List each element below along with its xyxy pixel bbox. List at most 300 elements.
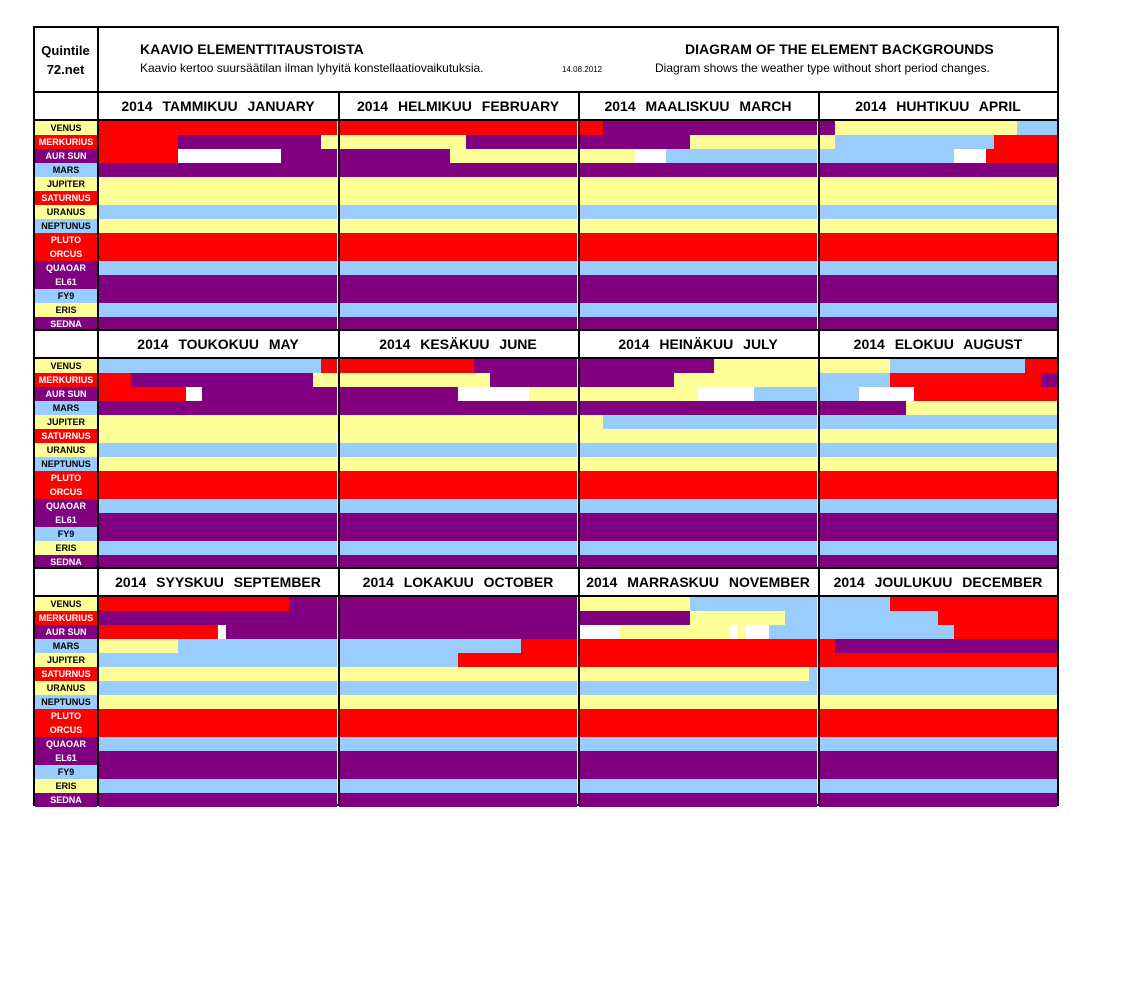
month-name-fi: HELMIKUU xyxy=(398,98,482,114)
month-name-en: FEBRUARY xyxy=(481,98,560,114)
month-name-fi: LOKAKUU xyxy=(403,574,484,590)
segment-merkurius xyxy=(994,135,1057,149)
segment-jupiter xyxy=(339,653,458,667)
segment-saturnus xyxy=(819,429,1057,443)
segment-mars xyxy=(339,401,577,415)
segment-venus xyxy=(819,597,890,611)
month-name-en: JUNE xyxy=(499,336,537,352)
block-divider xyxy=(33,329,1059,331)
segment-el61 xyxy=(819,751,1057,765)
segment-mars xyxy=(819,639,835,653)
month-title-divider xyxy=(33,595,1059,597)
segment-neptunus xyxy=(99,219,337,233)
segment-saturnus xyxy=(99,191,337,205)
segment-merkurius xyxy=(339,373,490,387)
segment-eris xyxy=(99,779,337,793)
segment-mars xyxy=(579,163,817,177)
segment-neptunus xyxy=(339,457,577,471)
segment-pluto xyxy=(819,709,1057,723)
segment-aur-sun xyxy=(738,625,746,639)
segment-saturnus xyxy=(99,667,337,681)
segment-venus xyxy=(1025,359,1057,373)
planet-label: ERIS xyxy=(35,779,97,793)
segment-orcus xyxy=(819,723,1057,737)
month-title xyxy=(339,331,577,358)
segment-aur-sun xyxy=(202,387,337,401)
segment-aur-sun xyxy=(954,149,986,163)
month-year: 2014 xyxy=(855,98,897,114)
segment-aur-sun xyxy=(579,387,698,401)
segment-merkurius xyxy=(938,611,1057,625)
segment-uranus xyxy=(339,443,577,457)
segment-jupiter xyxy=(458,653,577,667)
planet-label: QUAOAR xyxy=(35,261,97,275)
segment-orcus xyxy=(339,485,577,499)
logo-line-2: 72.net xyxy=(46,62,85,77)
month-name-fi: MAALISKUU xyxy=(645,98,740,114)
segment-jupiter xyxy=(339,177,577,191)
planet-label: MERKURIUS xyxy=(35,373,97,387)
segment-venus xyxy=(835,121,1017,135)
planet-label: MERKURIUS xyxy=(35,135,97,149)
segment-merkurius xyxy=(579,135,690,149)
segment-venus xyxy=(474,359,577,373)
segment-orcus xyxy=(579,723,817,737)
segment-merkurius xyxy=(819,373,890,387)
segment-orcus xyxy=(99,723,337,737)
segment-pluto xyxy=(819,233,1057,247)
segment-aur-sun xyxy=(99,149,178,163)
segment-neptunus xyxy=(819,695,1057,709)
segment-uranus xyxy=(99,681,337,695)
segment-orcus xyxy=(579,485,817,499)
planet-label: QUAOAR xyxy=(35,737,97,751)
segment-venus xyxy=(579,597,690,611)
segment-orcus xyxy=(99,247,337,261)
segment-pluto xyxy=(339,233,577,247)
segment-merkurius xyxy=(99,611,337,625)
site-logo xyxy=(33,26,98,92)
segment-saturnus xyxy=(339,191,577,205)
month-name-en: MARCH xyxy=(739,98,792,114)
segment-jupiter xyxy=(603,415,817,429)
planet-label: ORCUS xyxy=(35,247,97,261)
month-title xyxy=(99,93,337,120)
segment-merkurius xyxy=(674,373,817,387)
segment-merkurius xyxy=(490,373,577,387)
month-title-divider xyxy=(33,119,1059,121)
segment-aur-sun xyxy=(746,625,769,639)
segment-pluto xyxy=(339,471,577,485)
segment-quaoar xyxy=(339,261,577,275)
planet-label: ERIS xyxy=(35,541,97,555)
segment-venus xyxy=(603,121,817,135)
segment-aur-sun xyxy=(339,387,458,401)
segment-venus xyxy=(819,359,890,373)
segment-saturnus xyxy=(579,667,809,681)
segment-pluto xyxy=(819,471,1057,485)
month-name-en: OCTOBER xyxy=(483,574,554,590)
segment-quaoar xyxy=(339,737,577,751)
planet-label: EL61 xyxy=(35,751,97,765)
segment-aur-sun xyxy=(339,625,577,639)
month-name-en: APRIL xyxy=(978,98,1021,114)
segment-aur-sun xyxy=(281,149,337,163)
segment-pluto xyxy=(99,709,337,723)
segment-el61 xyxy=(99,751,337,765)
segment-aur-sun xyxy=(450,149,577,163)
month-year: 2014 xyxy=(379,336,421,352)
segment-venus xyxy=(714,359,817,373)
segment-aur-sun xyxy=(579,625,619,639)
month-title-divider xyxy=(33,357,1059,359)
segment-jupiter xyxy=(819,415,1057,429)
month-title xyxy=(579,93,817,120)
segment-aur-sun xyxy=(666,149,817,163)
segment-sedna xyxy=(99,793,337,807)
segment-mars xyxy=(99,163,337,177)
segment-merkurius xyxy=(466,135,577,149)
month-year: 2014 xyxy=(137,336,179,352)
block-divider xyxy=(33,567,1059,569)
segment-saturnus xyxy=(579,429,817,443)
segment-aur-sun xyxy=(914,387,1057,401)
segment-aur-sun xyxy=(178,149,281,163)
segment-el61 xyxy=(579,275,817,289)
segment-fy9 xyxy=(579,765,817,779)
segment-eris xyxy=(579,779,817,793)
segment-aur-sun xyxy=(99,625,218,639)
segment-merkurius xyxy=(339,135,466,149)
segment-mars xyxy=(521,639,577,653)
segment-fy9 xyxy=(99,289,337,303)
segment-aur-sun xyxy=(769,625,817,639)
segment-uranus xyxy=(339,205,577,219)
segment-jupiter xyxy=(579,653,817,667)
month-title xyxy=(99,331,337,358)
segment-aur-sun xyxy=(218,625,226,639)
segment-neptunus xyxy=(819,457,1057,471)
segment-fy9 xyxy=(819,527,1057,541)
planet-label: SEDNA xyxy=(35,317,97,331)
planet-label: JUPITER xyxy=(35,177,97,191)
segment-mars xyxy=(819,163,1057,177)
finnish-description: Kaavio kertoo suursäätilan ilman lyhyitä konstellaatiovaikutuksia. xyxy=(140,61,484,75)
segment-jupiter xyxy=(579,415,603,429)
segment-merkurius xyxy=(321,135,337,149)
segment-venus xyxy=(890,597,1057,611)
segment-venus xyxy=(339,597,577,611)
planet-label: NEPTUNUS xyxy=(35,457,97,471)
segment-mars xyxy=(906,401,1057,415)
segment-eris xyxy=(99,541,337,555)
segment-mars xyxy=(99,639,178,653)
segment-venus xyxy=(289,597,337,611)
segment-venus xyxy=(99,597,289,611)
segment-eris xyxy=(819,541,1057,555)
segment-sedna xyxy=(579,793,817,807)
planet-label: AUR SUN xyxy=(35,149,97,163)
segment-orcus xyxy=(339,723,577,737)
planet-label: MARS xyxy=(35,401,97,415)
month-name-fi: TAMMIKUU xyxy=(162,98,248,114)
segment-quaoar xyxy=(819,737,1057,751)
segment-uranus xyxy=(819,205,1057,219)
planet-label: FY9 xyxy=(35,765,97,779)
month-title xyxy=(339,569,577,596)
segment-venus xyxy=(99,359,321,373)
month-title xyxy=(819,331,1057,358)
segment-aur-sun xyxy=(458,387,529,401)
segment-merkurius xyxy=(1041,373,1057,387)
segment-aur-sun xyxy=(529,387,577,401)
planet-label: ERIS xyxy=(35,303,97,317)
month-name-en: JULY xyxy=(743,336,778,352)
month-title xyxy=(579,331,817,358)
planet-label: SEDNA xyxy=(35,555,97,569)
planet-label: SATURNUS xyxy=(35,191,97,205)
segment-jupiter xyxy=(819,653,1057,667)
segment-uranus xyxy=(819,681,1057,695)
month-name-fi: KESÄKUU xyxy=(420,336,500,352)
logo-line-1: Quintile xyxy=(41,43,90,58)
segment-eris xyxy=(819,303,1057,317)
month-name-fi: MARRASKUU xyxy=(627,574,729,590)
segment-quaoar xyxy=(819,499,1057,513)
segment-sedna xyxy=(819,793,1057,807)
planet-label: PLUTO xyxy=(35,709,97,723)
planet-label: JUPITER xyxy=(35,653,97,667)
month-name-fi: ELOKUU xyxy=(894,336,964,352)
month-title xyxy=(99,569,337,596)
segment-venus xyxy=(99,121,337,135)
month-year: 2014 xyxy=(833,574,875,590)
segment-orcus xyxy=(819,247,1057,261)
segment-venus xyxy=(890,359,1025,373)
month-title xyxy=(819,93,1057,120)
planet-label: PLUTO xyxy=(35,471,97,485)
planet-label: ORCUS xyxy=(35,485,97,499)
segment-neptunus xyxy=(579,695,817,709)
segment-el61 xyxy=(819,275,1057,289)
segment-fy9 xyxy=(579,527,817,541)
segment-aur-sun xyxy=(730,625,738,639)
segment-el61 xyxy=(579,513,817,527)
segment-jupiter xyxy=(579,177,817,191)
segment-aur-sun xyxy=(859,387,914,401)
planet-label: MARS xyxy=(35,163,97,177)
segment-eris xyxy=(579,303,817,317)
month-name-en: DECEMBER xyxy=(962,574,1043,590)
segment-aur-sun xyxy=(99,387,186,401)
segment-sedna xyxy=(339,793,577,807)
segment-fy9 xyxy=(99,527,337,541)
month-title xyxy=(819,569,1057,596)
planet-label: JUPITER xyxy=(35,415,97,429)
segment-aur-sun xyxy=(819,387,859,401)
segment-jupiter xyxy=(99,653,337,667)
planet-label: FY9 xyxy=(35,289,97,303)
planet-label: PLUTO xyxy=(35,233,97,247)
segment-mars xyxy=(579,401,817,415)
diagram-date: 14.08.2012 xyxy=(562,65,603,74)
segment-quaoar xyxy=(99,261,337,275)
segment-mars xyxy=(99,401,337,415)
month-year: 2014 xyxy=(604,98,646,114)
month-name-fi: HUHTIKUU xyxy=(896,98,979,114)
segment-fy9 xyxy=(819,289,1057,303)
segment-merkurius xyxy=(339,611,577,625)
planet-label: SATURNUS xyxy=(35,429,97,443)
segment-uranus xyxy=(579,205,817,219)
segment-neptunus xyxy=(99,695,337,709)
segment-venus xyxy=(339,359,474,373)
segment-aur-sun xyxy=(579,149,635,163)
segment-uranus xyxy=(99,205,337,219)
planet-label: AUR SUN xyxy=(35,625,97,639)
month-name-en: JANUARY xyxy=(247,98,315,114)
segment-fy9 xyxy=(819,765,1057,779)
segment-jupiter xyxy=(339,415,577,429)
planet-label: MARS xyxy=(35,639,97,653)
segment-quaoar xyxy=(579,261,817,275)
planet-label: NEPTUNUS xyxy=(35,695,97,709)
segment-orcus xyxy=(99,485,337,499)
segment-fy9 xyxy=(99,765,337,779)
segment-merkurius xyxy=(890,373,1041,387)
segment-el61 xyxy=(579,751,817,765)
segment-eris xyxy=(339,779,577,793)
segment-venus xyxy=(321,359,337,373)
segment-aur-sun xyxy=(186,387,202,401)
segment-mars xyxy=(835,639,1057,653)
segment-venus xyxy=(579,121,603,135)
segment-merkurius xyxy=(819,135,835,149)
segment-merkurius xyxy=(690,611,785,625)
segment-pluto xyxy=(339,709,577,723)
month-column-divider xyxy=(338,92,340,806)
segment-jupiter xyxy=(99,177,337,191)
english-description: Diagram shows the weather type without short period changes. xyxy=(655,61,990,75)
planet-label: URANUS xyxy=(35,443,97,457)
segment-quaoar xyxy=(339,499,577,513)
segment-el61 xyxy=(339,513,577,527)
segment-eris xyxy=(339,541,577,555)
segment-pluto xyxy=(579,709,817,723)
planet-label: QUAOAR xyxy=(35,499,97,513)
month-year: 2014 xyxy=(121,98,163,114)
segment-merkurius xyxy=(99,135,178,149)
month-name-en: AUGUST xyxy=(963,336,1023,352)
segment-merkurius xyxy=(785,611,817,625)
segment-el61 xyxy=(339,751,577,765)
planet-label: SEDNA xyxy=(35,793,97,807)
segment-el61 xyxy=(339,275,577,289)
english-title: DIAGRAM OF THE ELEMENT BACKGROUNDS xyxy=(685,41,994,57)
segment-saturnus xyxy=(99,429,337,443)
segment-aur-sun xyxy=(819,149,954,163)
segment-orcus xyxy=(339,247,577,261)
segment-eris xyxy=(579,541,817,555)
segment-uranus xyxy=(339,681,577,695)
segment-neptunus xyxy=(579,457,817,471)
month-column-divider xyxy=(578,92,580,806)
planet-label: FY9 xyxy=(35,527,97,541)
planet-label: EL61 xyxy=(35,275,97,289)
segment-uranus xyxy=(579,443,817,457)
segment-fy9 xyxy=(339,527,577,541)
month-year: 2014 xyxy=(586,574,628,590)
month-name-en: MAY xyxy=(268,336,299,352)
planet-label: AUR SUN xyxy=(35,387,97,401)
segment-orcus xyxy=(579,247,817,261)
month-year: 2014 xyxy=(356,98,398,114)
segment-aur-sun xyxy=(819,625,954,639)
segment-merkurius xyxy=(99,373,131,387)
segment-quaoar xyxy=(99,499,337,513)
month-name-en: NOVEMBER xyxy=(728,574,810,590)
segment-uranus xyxy=(99,443,337,457)
month-name-fi: SYYSKUU xyxy=(156,574,234,590)
month-name-fi: TOUKOKUU xyxy=(178,336,269,352)
month-year: 2014 xyxy=(362,574,404,590)
segment-el61 xyxy=(819,513,1057,527)
planet-label: VENUS xyxy=(35,121,97,135)
segment-neptunus xyxy=(819,219,1057,233)
segment-merkurius xyxy=(819,611,938,625)
planet-label: NEPTUNUS xyxy=(35,219,97,233)
segment-aur-sun xyxy=(754,387,817,401)
segment-mars xyxy=(339,163,577,177)
month-name-en: SEPTEMBER xyxy=(233,574,321,590)
segment-saturnus xyxy=(819,667,1057,681)
segment-aur-sun xyxy=(226,625,337,639)
segment-eris xyxy=(99,303,337,317)
planet-label: VENUS xyxy=(35,597,97,611)
segment-quaoar xyxy=(99,737,337,751)
segment-fy9 xyxy=(339,765,577,779)
planet-label: URANUS xyxy=(35,681,97,695)
segment-neptunus xyxy=(99,457,337,471)
segment-orcus xyxy=(819,485,1057,499)
month-name-fi: JOULUKUU xyxy=(874,574,963,590)
segment-saturnus xyxy=(339,667,577,681)
planet-label: ORCUS xyxy=(35,723,97,737)
month-year: 2014 xyxy=(115,574,157,590)
segment-fy9 xyxy=(579,289,817,303)
planet-label: VENUS xyxy=(35,359,97,373)
segment-mars xyxy=(579,639,817,653)
segment-aur-sun xyxy=(635,149,666,163)
segment-merkurius xyxy=(178,135,321,149)
segment-venus xyxy=(690,597,817,611)
segment-eris xyxy=(339,303,577,317)
planet-label: EL61 xyxy=(35,513,97,527)
segment-saturnus xyxy=(579,191,817,205)
planet-label: SATURNUS xyxy=(35,667,97,681)
segment-neptunus xyxy=(339,219,577,233)
segment-quaoar xyxy=(819,261,1057,275)
segment-uranus xyxy=(819,443,1057,457)
segment-mars xyxy=(339,639,521,653)
segment-venus xyxy=(339,121,577,135)
segment-pluto xyxy=(579,471,817,485)
planet-label: URANUS xyxy=(35,205,97,219)
month-title xyxy=(339,93,577,120)
segment-uranus xyxy=(579,681,817,695)
segment-eris xyxy=(819,779,1057,793)
segment-merkurius xyxy=(690,135,817,149)
